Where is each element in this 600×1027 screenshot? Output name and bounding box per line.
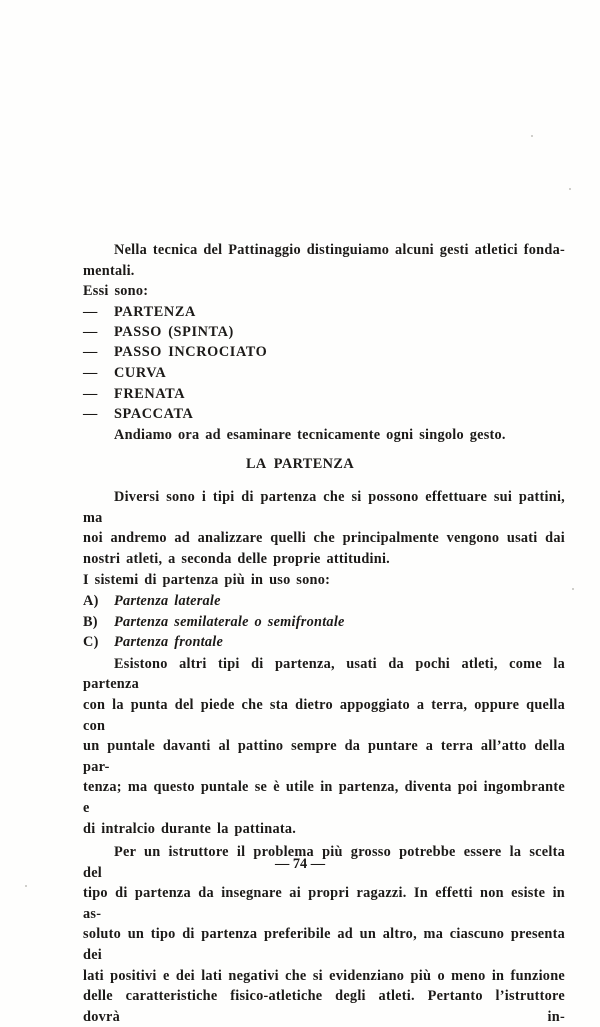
section-body xyxy=(83,487,565,1027)
system-name: Partenza frontale xyxy=(114,634,224,651)
dash-bullet: — xyxy=(83,344,98,361)
start-systems-list xyxy=(83,591,565,653)
scan-speck xyxy=(569,188,571,190)
paragraph-line: delle caratteristiche fisico-atletiche degli atleti. Pertanto l’istruttore dovrà in- xyxy=(83,988,565,1025)
paragraph-line: un puntale davanti al pattino sempre da puntare a terra all’atto della par- xyxy=(83,738,565,775)
start-system-item xyxy=(83,632,565,653)
gesture-list-item xyxy=(83,302,565,323)
paragraph-line: tipo di partenza da insegnare ai propri ragazzi. In effetti non esiste in as- xyxy=(83,885,565,922)
paragraph-line: tenza; ma questo puntale se è utile in partenza, diventa poi ingombrante e xyxy=(83,779,565,816)
essi-sono-label: Essi sono: xyxy=(83,283,149,300)
system-letter: C) xyxy=(83,634,99,651)
paragraph-line: soluto un tipo di partenza preferibile ad un altro, ma ciascuno presenta dei xyxy=(83,926,565,964)
gesture-list xyxy=(83,302,565,425)
scan-speck xyxy=(25,885,27,887)
dash-bullet: — xyxy=(83,385,98,402)
paragraph-line: Esistono altri tipi di partenza, usati da pochi atleti, come la partenza xyxy=(83,655,565,693)
system-name: Partenza laterale xyxy=(114,592,221,609)
gesture-list-item xyxy=(83,404,565,425)
gesture-list-item xyxy=(83,322,565,343)
scan-speck xyxy=(531,135,533,137)
system-letter: B) xyxy=(83,613,98,630)
intro-paragraph-line: mentali. xyxy=(83,262,135,279)
scan-speck xyxy=(572,588,574,590)
paragraph-line: Per un istruttore il problema più grosso potrebbe essere la scelta del xyxy=(83,844,565,881)
gesture-list-item xyxy=(83,384,565,405)
system-name: Partenza semilaterale o semifrontale xyxy=(114,613,345,630)
gesture-label: CURVA xyxy=(114,365,167,382)
dash-bullet: — xyxy=(83,365,98,382)
paragraph-line: di intralcio durante la pattinata. xyxy=(83,820,297,837)
systems-intro: I sistemi di partenza più in uso sono: xyxy=(83,572,331,589)
intro-section xyxy=(83,240,565,445)
intro-closing-line: Andiamo ora ad esaminare tecnicamente ogni singolo gesto. xyxy=(114,426,506,443)
gesture-label: PARTENZA xyxy=(114,303,196,320)
paragraph-line: lati positivi e dei lati negativi che si evidenziano più o meno in funzione xyxy=(83,967,565,984)
dash-bullet: — xyxy=(83,303,98,320)
paragraph-line: con la punta del piede che sta dietro appoggiato a terra, oppure quella con xyxy=(83,696,565,734)
start-system-item xyxy=(83,612,565,633)
dash-bullet: — xyxy=(83,324,98,341)
section-paragraph-line: noi andremo ad analizzare quelli che principalmente vengono usati dai xyxy=(83,530,565,547)
gesture-list-item xyxy=(83,363,565,384)
page-number: — 74 — xyxy=(274,856,326,872)
gesture-label: FRENATA xyxy=(114,385,186,402)
system-letter: A) xyxy=(83,592,99,609)
gesture-label: PASSO (SPINTA) xyxy=(114,324,234,341)
section-paragraph-line: Diversi sono i tipi di partenza che si possono effettuare sui pattini, ma xyxy=(83,489,565,526)
paragraph-other-starts xyxy=(83,654,565,839)
start-system-item xyxy=(83,591,565,612)
section-paragraph-line: nostri atleti, a seconda delle proprie attitudini. xyxy=(83,550,390,567)
gesture-list-item xyxy=(83,342,565,363)
dash-bullet: — xyxy=(83,406,98,423)
gesture-label: SPACCATA xyxy=(114,406,194,423)
section-heading: LA PARTENZA xyxy=(245,456,355,472)
gesture-label: PASSO INCROCIATO xyxy=(114,344,268,361)
intro-paragraph-line: Nella tecnica del Pattinaggio distinguiamo alcuni gesti atletici fonda- xyxy=(114,242,565,258)
